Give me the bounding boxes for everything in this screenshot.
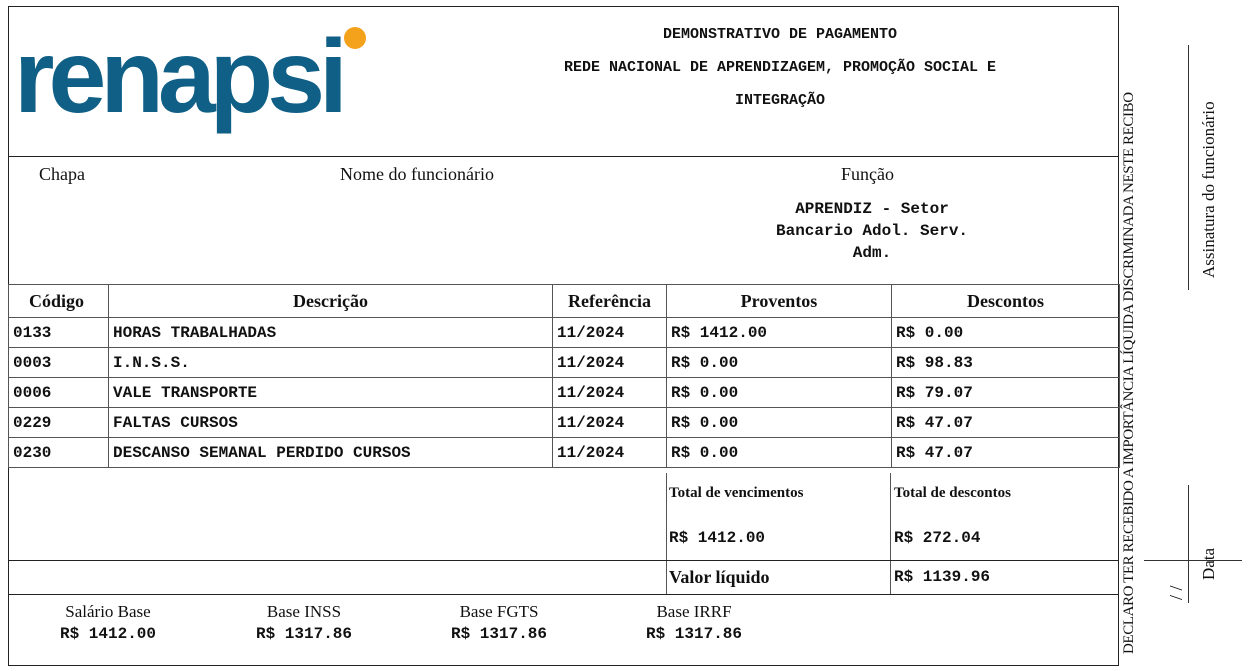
- header-descricao: Descrição: [109, 285, 553, 318]
- cell-proventos: R$ 0.00: [667, 378, 892, 408]
- document-header: [430, 18, 1130, 117]
- base-inss: [244, 602, 364, 643]
- base-fgts-value: R$ 1317.86: [450, 625, 547, 643]
- header-descontos: Descontos: [892, 285, 1120, 318]
- base-inss-value: R$ 1317.86: [255, 625, 352, 643]
- cell-descontos: R$ 79.07: [892, 378, 1120, 408]
- cell-descontos: R$ 47.07: [892, 438, 1120, 468]
- funcao-line: APRENDIZ - Setor: [795, 200, 949, 218]
- cell-descricao: FALTAS CURSOS: [109, 408, 553, 438]
- signature-line: [1188, 45, 1189, 290]
- divider: [8, 156, 1119, 157]
- chapa-label: Chapa: [39, 164, 85, 184]
- cell-descontos: R$ 98.83: [892, 348, 1120, 378]
- valor-liquido-label: Valor líquido: [669, 567, 770, 587]
- divider: [8, 594, 1119, 595]
- receipt-declaration: DECLARO TER RECEBIDO A IMPORTÂNCIA LÍQUIDA DISCRIMINADA NESTE RECIBO: [1121, 92, 1137, 654]
- cell-descricao: I.N.S.S.: [109, 348, 553, 378]
- base-fgts-label: Base FGTS: [459, 602, 539, 621]
- cell-referencia: 11/2024: [553, 318, 667, 348]
- assinatura-label: Assinatura do funcionário: [1199, 101, 1218, 278]
- cell-descontos: R$ 0.00: [892, 318, 1120, 348]
- renapsi-logo: [10, 20, 370, 140]
- table-row: [9, 408, 1120, 438]
- cell-referencia: 11/2024: [553, 438, 667, 468]
- table-row: [9, 438, 1120, 468]
- cell-proventos: R$ 0.00: [667, 408, 892, 438]
- date-line: [1188, 485, 1189, 603]
- table-header-row: [9, 285, 1120, 318]
- total-vencimentos-label: Total de vencimentos: [669, 485, 804, 501]
- table-row: [9, 318, 1120, 348]
- table-row: [9, 348, 1120, 378]
- logo-dot: [344, 27, 366, 49]
- base-salario-value: R$ 1412.00: [59, 625, 156, 643]
- cell-proventos: R$ 0.00: [667, 348, 892, 378]
- funcao-value: [742, 198, 1002, 264]
- date-slashes: / /: [1166, 585, 1186, 600]
- cell-referencia: 11/2024: [553, 408, 667, 438]
- funcao-line: Bancario Adol. Serv.: [775, 222, 969, 240]
- cell-proventos: R$ 0.00: [667, 438, 892, 468]
- total-descontos-value: R$ 272.04: [894, 529, 981, 547]
- base-irrf: [634, 602, 754, 643]
- funcao-line: Adm.: [852, 244, 892, 262]
- header-referencia: Referência: [553, 285, 667, 318]
- header-org-line2: INTEGRAÇÃO: [734, 92, 825, 109]
- table-row: [9, 378, 1120, 408]
- cell-descricao: VALE TRANSPORTE: [109, 378, 553, 408]
- cell-codigo: 0003: [9, 348, 109, 378]
- items-table: [8, 284, 1120, 468]
- cell-codigo: 0133: [9, 318, 109, 348]
- cell-proventos: R$ 1412.00: [667, 318, 892, 348]
- divider: [666, 473, 667, 594]
- cell-codigo: 0230: [9, 438, 109, 468]
- data-label: Data: [1199, 547, 1218, 580]
- cell-referencia: 11/2024: [553, 378, 667, 408]
- nome-label: Nome do funcionário: [340, 164, 494, 184]
- divider: [890, 473, 891, 594]
- header-proventos: Proventos: [667, 285, 892, 318]
- base-salario: [48, 602, 168, 643]
- cell-descontos: R$ 47.07: [892, 408, 1120, 438]
- divider: [8, 560, 1119, 561]
- base-irrf-label: Base IRRF: [656, 602, 732, 621]
- funcao-label: Função: [841, 164, 894, 184]
- divider: [1144, 560, 1242, 561]
- valor-liquido-value: R$ 1139.96: [894, 568, 991, 586]
- cell-referencia: 11/2024: [553, 348, 667, 378]
- cell-codigo: 0229: [9, 408, 109, 438]
- cell-codigo: 0006: [9, 378, 109, 408]
- header-org-line1: REDE NACIONAL DE APRENDIZAGEM, PROMOÇÃO SOCIAL E: [563, 59, 997, 76]
- base-fgts: [439, 602, 559, 643]
- base-irrf-value: R$ 1317.86: [645, 625, 742, 643]
- total-descontos-label: Total de descontos: [894, 485, 1011, 501]
- cell-descricao: HORAS TRABALHADAS: [109, 318, 553, 348]
- total-vencimentos-value: R$ 1412.00: [669, 529, 766, 547]
- header-title: DEMONSTRATIVO DE PAGAMENTO: [662, 26, 898, 43]
- base-inss-label: Base INSS: [266, 602, 342, 621]
- logo-wordmark: renapsi: [14, 20, 342, 135]
- base-salario-label: Salário Base: [65, 602, 151, 621]
- header-codigo: Código: [9, 285, 109, 318]
- cell-descricao: DESCANSO SEMANAL PERDIDO CURSOS: [109, 438, 553, 468]
